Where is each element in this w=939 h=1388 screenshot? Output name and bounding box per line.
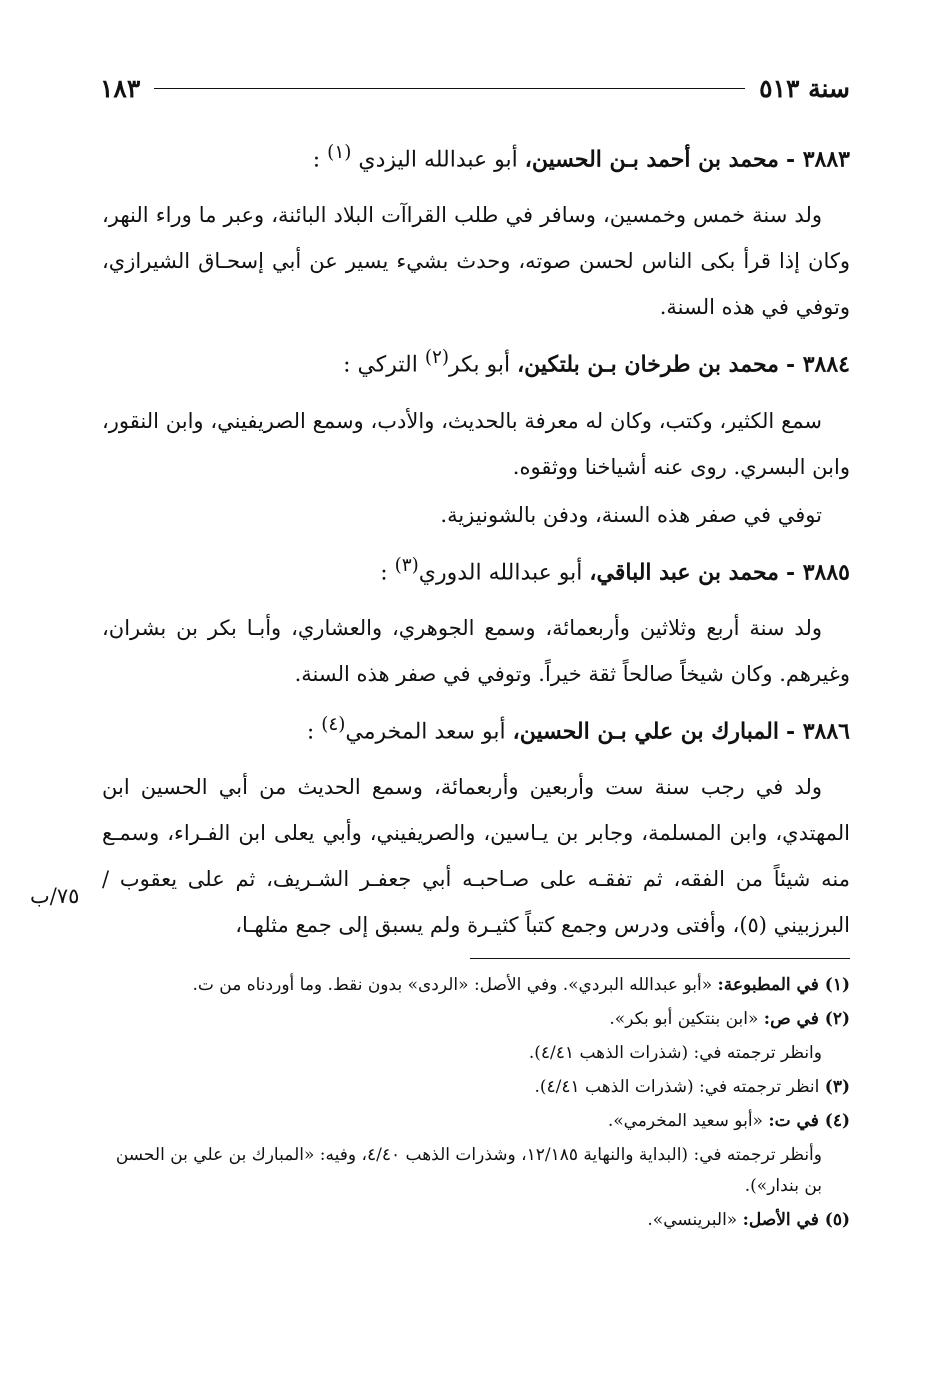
footnote-lead: (٣) [824, 1077, 850, 1097]
entry-name: محمد بن عبد الباقي، [589, 558, 779, 585]
entry-number: ٣٨٨٦ - [785, 718, 850, 745]
footnotes [102, 970, 850, 1239]
page-number: ١٨٣ [100, 73, 141, 103]
running-title: سنة ٥١٣ [759, 73, 850, 103]
footnote-lead: (٥) في الأصل: [742, 1210, 850, 1230]
biography-entry [102, 707, 850, 948]
entry-paragraph: ولد سنة خمس وخمسين، وسافر في طلب القراآت البلاد البائنة، وعبر ما وراء النهر، وكان إذا قرأ بكى الناس لحسن صوته، وحدث بشيء يسير عن أبي إسحـاق الشيرازي، وتوفي في هذه السنة. [102, 203, 850, 320]
footnote [102, 1106, 850, 1140]
footnote-lead: (١) في المطبوعة: [717, 975, 850, 995]
entry-tail: : [312, 147, 321, 173]
footnote [102, 1004, 850, 1038]
footnote-ref: (٣) [394, 554, 419, 576]
footnote-ref: (٤) [321, 713, 346, 735]
footnote-text: انظر ترجمته في: (شذرات الذهب ٤/٤١). [534, 1077, 820, 1097]
entry-kunya: أبو سعد المخرمي [345, 719, 506, 745]
footnote-text: وانظر ترجمته في: (شذرات الذهب ٤/٤١). [528, 1043, 822, 1063]
entry-name: المبارك بن علي بـن الحسين، [512, 718, 779, 745]
folio-margin-note: ٧٥/ب [30, 884, 80, 908]
biography-entry [102, 548, 850, 697]
entry-name: محمد بن طرخان بـن بلتكين، [517, 351, 779, 378]
biography-entry [102, 135, 850, 330]
page-header [100, 68, 850, 108]
main-text [102, 135, 850, 958]
entry-paragraph: ولد سنة أربع وثلاثين وأربعمائة، وسمع الجوهري، والعشاري، وأبـا بكر بن بشران، وغيرهم. وكان شيخاً صالحاً ثقة خيراً. وتوفي في صفر هذه السنة. [102, 615, 850, 686]
entry-heading [102, 548, 850, 591]
footnote [102, 1140, 850, 1205]
entry-tail: : [306, 719, 315, 745]
footnote [102, 1205, 850, 1239]
header-rule [154, 88, 745, 89]
footnote-ref: (١) [327, 142, 352, 163]
entry-number: ٣٨٨٤ - [785, 351, 850, 378]
footnote-lead: (٢) في ص: [763, 1009, 850, 1029]
entry-kunya: أبو عبدالله اليزدي [358, 147, 518, 173]
entry-heading [102, 340, 850, 383]
footnote-text: «البرينسي». [647, 1210, 738, 1230]
entry-heading [102, 707, 850, 750]
entry-name: محمد بن أحمد بـن الحسين، [524, 146, 779, 173]
footnote-lead: (٤) في ت: [768, 1111, 850, 1131]
entry-heading [102, 135, 850, 178]
footnote-text: وأنظر ترجمته في: (البداية والنهاية ١٢/١٨٥، وشذرات الذهب ٤/٤٠، وفيه: «المبارك بن علي بن الحسن بن بندار»). [115, 1145, 822, 1196]
entry-paragraph: سمع الكثير، وكتب، وكان له معرفة بالحديث، والأدب، وسمع الصريفيني، وابن النقور، وابن البسري. روى عنه أشياخنا ووثقوه. [102, 408, 850, 479]
biography-entry [102, 340, 850, 537]
entry-kunya: أبو عبدالله الدوري [418, 559, 583, 585]
footnote-separator [470, 958, 850, 959]
footnote [102, 970, 850, 1004]
footnote-text: «ابن بنتكين أبو بكر». [609, 1009, 759, 1029]
entry-tail: التركي : [343, 352, 418, 378]
entry-number: ٣٨٨٥ - [785, 558, 850, 585]
entry-paragraph: توفي في صفر هذه السنة، ودفن بالشونيزية. [440, 502, 822, 527]
footnote-text: «أبو عبدالله البردي». وفي الأصل: «الردى» بدون نقط. وما أوردناه من ت. [192, 975, 713, 995]
footnote [102, 1038, 850, 1072]
footnote [102, 1072, 850, 1106]
entry-number: ٣٨٨٣ - [785, 146, 850, 173]
footnote-ref: (٢) [424, 347, 450, 369]
entry-tail: : [380, 559, 388, 585]
footnote-text: «أبو سعيد المخرمي». [607, 1111, 763, 1131]
entry-paragraph: ولد في رجب سنة ست وأربعين وأربعمائة، وسمع الحديث من أبي الحسين ابن المهتدي، وابن المسلمة، وجابر بن يـاسين، والصريفيني، وأبي يعلى ابن الفـراء، وسمـع منه شيئاً من الفقه، ثم تفقـه على صـاحبـه أبي جعفـر الشـريف، ثم على يعقوب / البرزبيني (٥)، وأفتى ودرس وجمع كتباً كثيـرة ولم يسبق إلى جمع مثلهـا، [102, 775, 850, 938]
entry-kunya: أبو بكر [449, 352, 511, 378]
